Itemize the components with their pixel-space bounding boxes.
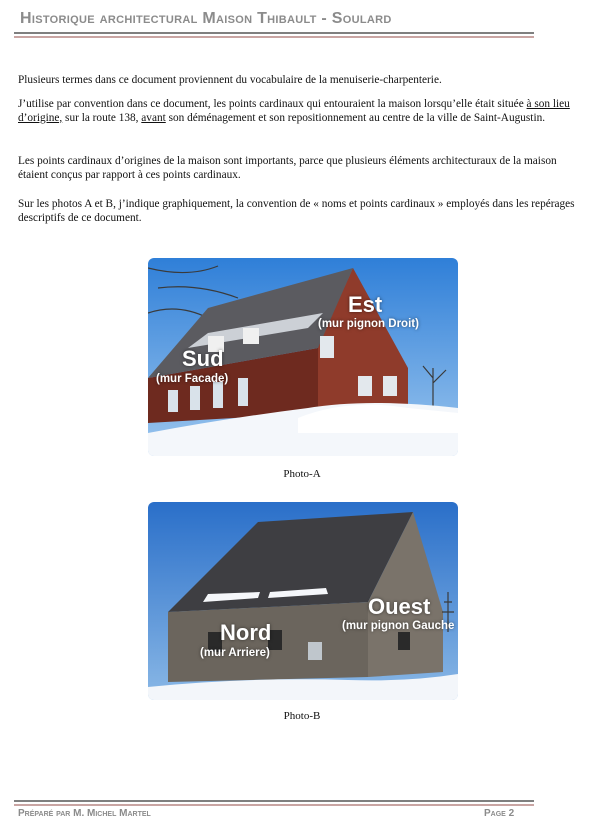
label-sud-sub: (mur Facade) — [156, 373, 229, 385]
label-nord: Nord — [220, 620, 272, 645]
photo-b-caption: Photo-B — [283, 710, 321, 722]
paragraph-1-text: Plusieurs termes dans ce document proviennent du vocabulaire de la menuiserie-charpenterie. — [18, 74, 442, 86]
photo-a — [148, 258, 458, 456]
paragraph-2-underline-1: à son lieu d’origine, — [18, 98, 570, 124]
footer-author: Préparé par M. Michel Martel — [18, 808, 151, 819]
footer-rule — [14, 800, 534, 802]
header-rule — [14, 32, 534, 34]
paragraph-2-text-b: sur la route 138, — [62, 111, 142, 124]
paragraph-4-text: Sur les photos A et B, j’indique graphiquement, la convention de « noms et points cardinaux » employés dans les repérages descriptifs de ce document. — [18, 198, 575, 224]
label-est-sub: (mur pignon Droit) — [318, 318, 419, 330]
paragraph-4 — [18, 198, 586, 225]
label-ouest: Ouest — [368, 594, 431, 619]
label-ouest-sub: (mur pignon Gauche — [342, 620, 455, 632]
label-nord-sub: (mur Arriere) — [200, 647, 270, 659]
header-rule-accent — [14, 36, 534, 38]
paragraph-2-text-c: son déménagement et son repositionnement au centre de la ville de Saint-Augustin. — [165, 111, 546, 124]
label-sud: Sud — [182, 346, 224, 371]
paragraph-1 — [18, 74, 586, 88]
paragraph-2 — [18, 98, 586, 125]
paragraph-2-underline-2: avant — [141, 111, 166, 124]
footer-rule-accent — [14, 804, 534, 806]
photo-b — [148, 502, 458, 700]
label-est: Est — [348, 292, 383, 317]
document-title: Historique architectural Maison Thibault - Soulard — [20, 10, 392, 27]
footer-page-number: Page 2 — [484, 808, 515, 819]
photo-a-caption: Photo-A — [283, 468, 321, 480]
paragraph-2-text-a: J’utilise par convention dans ce document, les points cardinaux qui entouraient la maison lorsqu’elle était située — [18, 98, 527, 110]
paragraph-3 — [18, 155, 586, 182]
paragraph-3-text: Les points cardinaux d’origines de la maison sont importants, parce que plusieurs éléments architecturaux de la maison étaient conçus par rapport à ces points cardinaux. — [18, 155, 557, 181]
